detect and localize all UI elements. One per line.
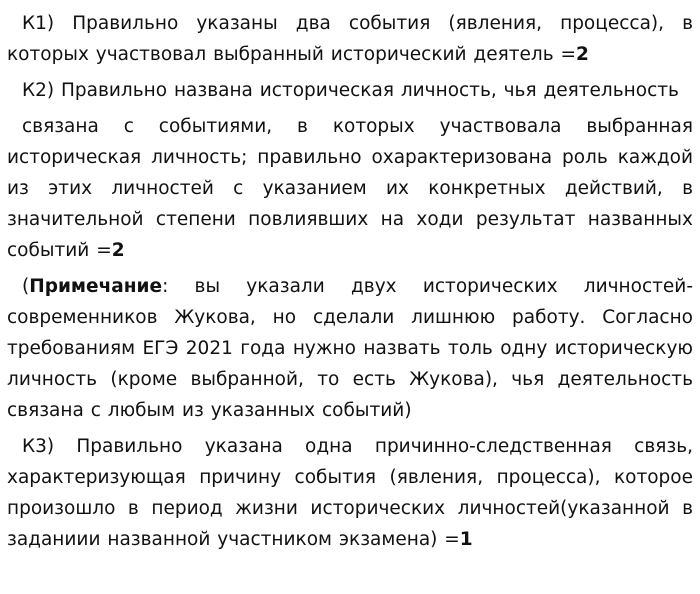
note-text: : вы указали двух исторических личностей-современников Жукова, но сделали лишнюю работу. Согласно требованиям ЕГЭ 2021 года нужно назвать толь одну историческую личность (кроме выбранной, то есть Жукова), чья деятельность связана с любым из указанных событий) — [7, 276, 693, 421]
criterion-k3-text: К3) Правильно указана одна причинно-следственная связь, характеризующая причину события (явления, процесса), которое произошло в период жизни исторических личностей(указанной в заданиии названной участником экзамена) = — [7, 436, 693, 550]
criterion-k3-score: 1 — [459, 529, 473, 550]
criterion-k2-continued-text: связана с событиями, в которых участвовала выбранная историческая личность; правильно охарактеризована роль каждой из этих личностей с указанием их конкретных действий, в значительной степени повлиявших на ходи результат названных событий = — [7, 116, 693, 261]
criterion-k1-paragraph — [7, 8, 693, 70]
criterion-k2-text: К2) Правильно названа историческая личность, чья деятельность — [22, 80, 679, 101]
note-open-paren: ( — [22, 276, 30, 297]
grading-criteria-document — [7, 8, 693, 560]
criterion-k3-paragraph — [7, 431, 693, 555]
note-paragraph — [7, 271, 693, 426]
criterion-k2-continued-paragraph — [7, 111, 693, 266]
note-label: Примечание — [29, 276, 163, 297]
criterion-k2-score: 2 — [111, 240, 125, 261]
criterion-k1-text: К1) Правильно указаны два события (явления, процесса), в которых участвовал выбранный исторический деятель = — [7, 13, 693, 65]
criterion-k1-score: 2 — [576, 44, 589, 65]
criterion-k2-paragraph — [7, 75, 693, 106]
